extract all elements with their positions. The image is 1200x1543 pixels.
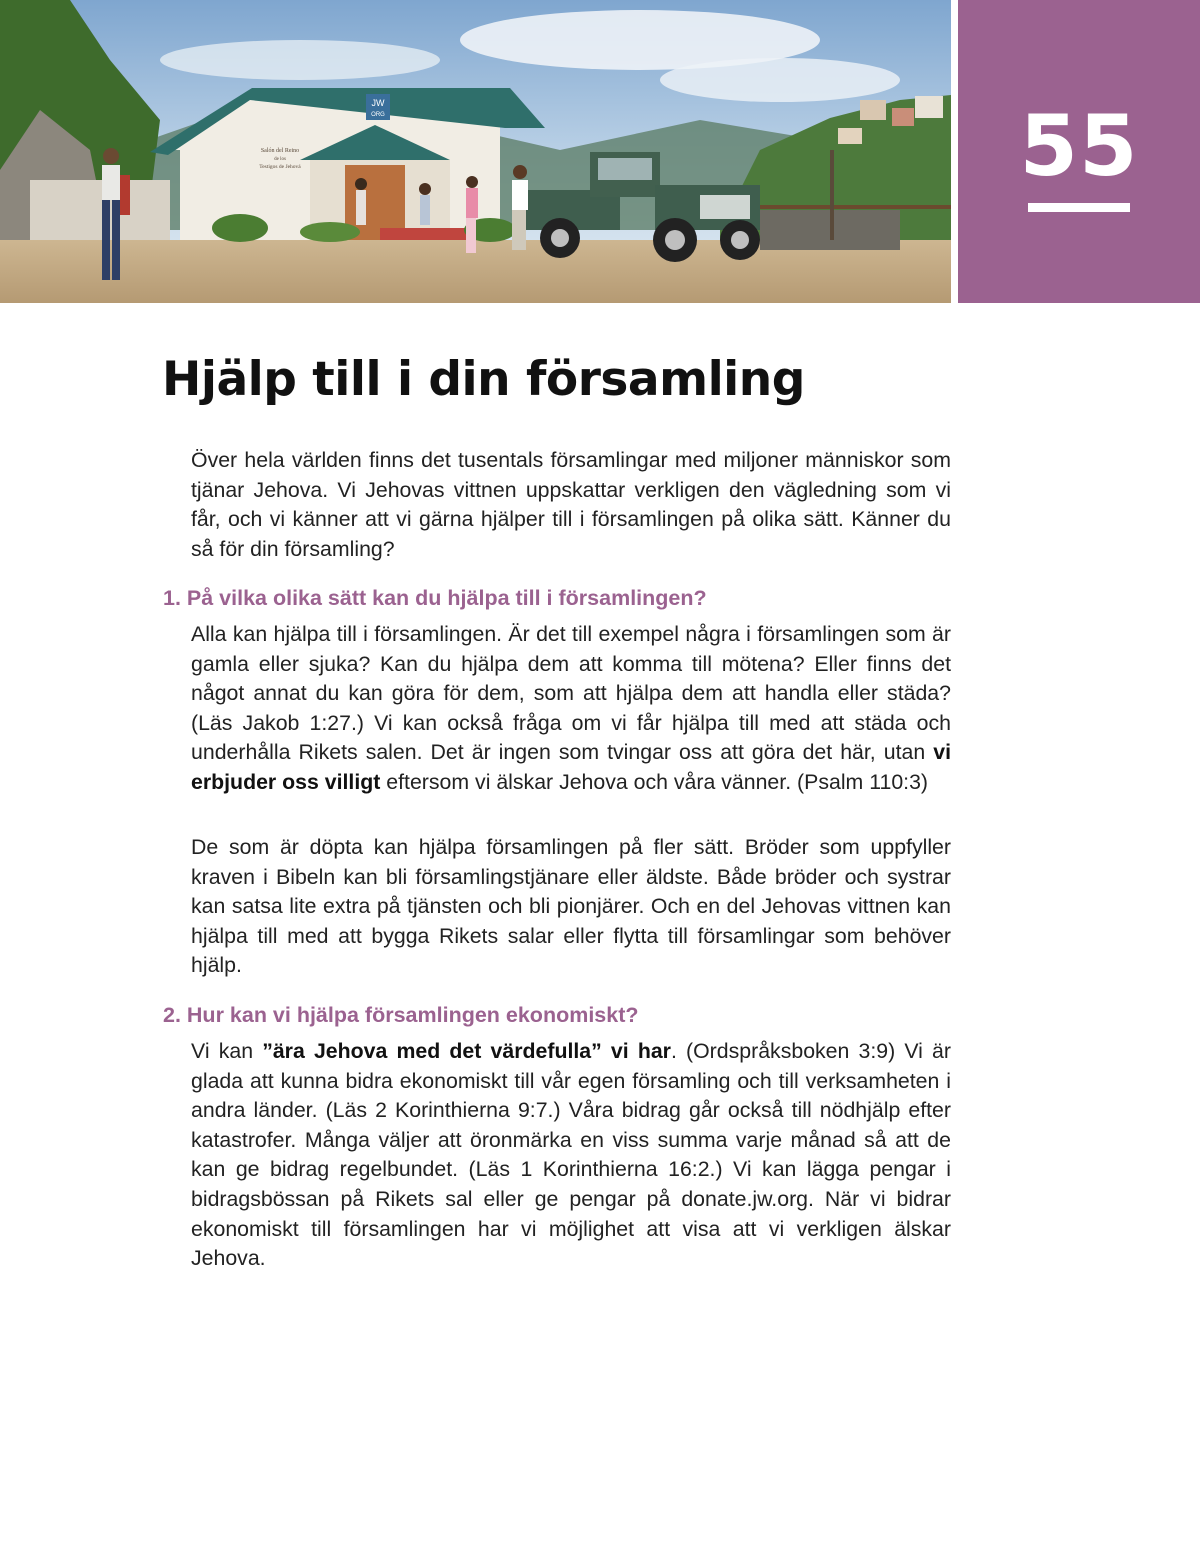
question-1-heading: 1. På vilka olika sätt kan du hjälpa till i församlingen? (163, 586, 707, 610)
emphasis-text: ”ära Jehova med det värdefulla” vi har (262, 1039, 671, 1063)
village-house (838, 128, 862, 144)
flower-bed (380, 228, 470, 240)
paragraph-text: Alla kan hjälpa till i församlingen. Är det till exempel några i församlingen som är gamla eller sjuka? Kan du hjälpa dem att komma till mötena? Eller finns det något annat du kan göra för dem, som att hjälpa dem att handla eller städa? (Läs Jakob 1:27.) Vi kan också fråga om vi får hjälpa till med att städa och underhålla Rikets salen. Det är ingen som tvingar oss att göra det här, utan (191, 622, 951, 765)
kingdom-hall-scene (0, 0, 951, 303)
shrub (300, 222, 360, 242)
hall-sign-line1: Salón del Reino (260, 148, 300, 154)
utility-pole (830, 150, 834, 240)
question-2-heading: 2. Hur kan vi hjälpa församlingen ekonomiskt? (163, 1003, 639, 1027)
hall-sign-line3: Testigos de Jehová (259, 164, 301, 170)
lesson-number-underline (1028, 203, 1130, 212)
hero-image (0, 0, 951, 303)
lesson-number: 55 (1019, 97, 1139, 195)
lesson-number-badge (958, 0, 1200, 303)
paragraph-text: Vi kan (191, 1039, 263, 1063)
jw-logo-subtext: ORG (371, 112, 385, 118)
question-1-paragraph-1 (191, 620, 951, 798)
cloud (660, 58, 900, 102)
question-2-paragraph-1 (191, 1037, 951, 1274)
emphasis-text: vi erbjuder oss villigt (191, 740, 951, 794)
village-house (860, 100, 886, 120)
garden-wall (30, 180, 170, 250)
intro-paragraph: Över hela världen finns det tusentals församlingar med miljoner människor som tjänar Jehova. Vi Jehovas vittnen uppskattar verkligen den vägledning som vi får, och vi känner att vi gärna hjälper till i församlingen på olika sätt. Känner du så för din församling? (191, 448, 951, 561)
village-house (892, 108, 914, 126)
question-1-paragraph-2: De som är döpta kan hjälpa församlingen på fler sätt. Bröder som uppfyller kraven i Bibeln kan bli församlingstjänare eller äldste. Både bröder och systrar kan satsa lite extra på tjänsten och bli pionjärer. Och en del Jehovas vittnen kan hjälpa till med att bygga Rikets salar eller flytta till församlingar som behöver hjälp. (191, 835, 951, 978)
paragraph-text: eftersom vi älskar Jehova och våra vänner. (Psalm 110:3) (380, 769, 929, 794)
paragraph-text: . (Ordspråksboken 3:9) Vi är glada att kunna bidra ekonomiskt till vår egen församling och till verksamheten i andra länder. (Läs 2 Korinthierna 9:7.) Våra bidrag går också till nödhjälp efter katastrofer. Många väljer att öronmärka en viss summa varje månad så att de kan ge bidrag regelbundet. (Läs 1 Korinthierna 16:2.) Vi kan lägga pengar i bidragsbössan på Rikets sal eller ge pengar på donate.jw.org. När vi bidrar ekonomiskt till församlingen har vi möjlighet att visa att vi verkligen älskar Jehova. (191, 1039, 951, 1271)
village-house (915, 96, 943, 118)
jw-logo-text: JW (371, 98, 385, 108)
hall-sign-line2: de los (274, 157, 286, 162)
shrub (212, 214, 268, 242)
cloud (160, 40, 440, 80)
page-title: Hjälp till i din församling (162, 352, 805, 407)
fence-rail (760, 205, 951, 209)
